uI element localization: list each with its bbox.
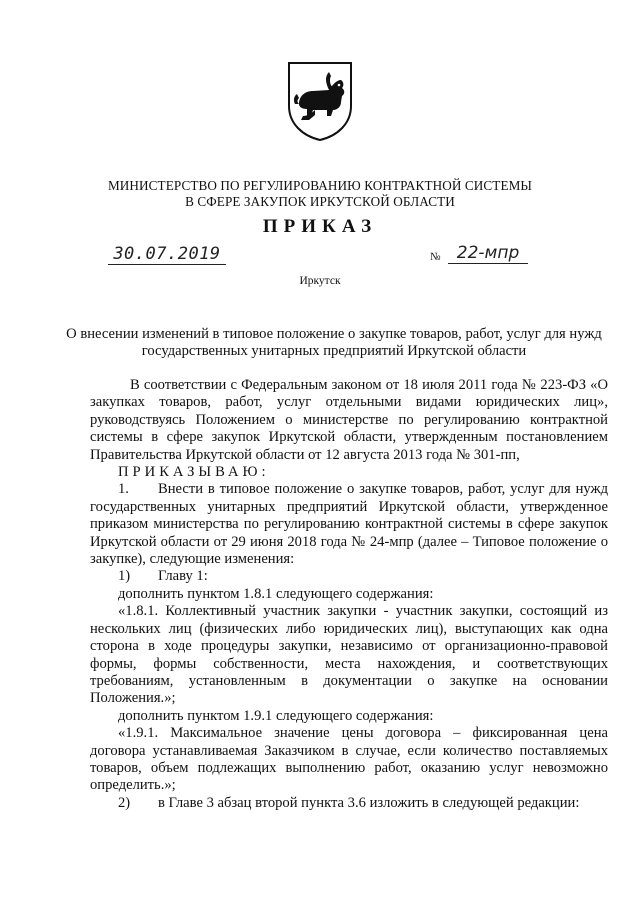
ministry-name-line-2: В СФЕРЕ ЗАКУПОК ИРКУТСКОЙ ОБЛАСТИ xyxy=(185,194,455,209)
paragraph-1-9-1: «1.9.1. Максимальное значение цены договора – фиксированная цена договора устанавливаемая Заказчиком в случае, если количество поставляемых товаров, объем подлежащих выполнению работ, оказанию услуг невозможно определить.»; xyxy=(90,725,608,794)
order-body xyxy=(90,377,608,812)
add-1-9-1: дополнить пунктом 1.9.1 следующего содержания: xyxy=(118,707,434,724)
city: Иркутск xyxy=(299,275,341,287)
order-number-label: № xyxy=(430,251,441,263)
order-date: 30.07.2019 xyxy=(108,245,226,265)
item-1-text: Внести в типовое положение о закупке товаров, работ, услуг для нужд государственных унитарных предприятий Иркутской области, утвержденное приказом министерства по регулированию контрактной системы в сфере закупок Иркутской области от 29 июня 2018 года № 24-мпр (далее – Типовое положение о закупке), следующие изменения: xyxy=(90,481,608,568)
order-title: ПРИКАЗ xyxy=(262,216,378,237)
order-number: 22-мпр xyxy=(448,244,528,264)
item-1 xyxy=(90,481,608,568)
add-1-8-1: дополнить пунктом 1.8.1 следующего содержания: xyxy=(118,585,434,602)
coat-of-arms-emblem xyxy=(285,60,355,142)
subitem-1-number: 1) xyxy=(118,568,131,585)
item-1-number: 1. xyxy=(118,481,129,498)
subitem-2-text: в Главе 3 абзац второй пункта 3.6 изложить в следующей редакции: xyxy=(158,794,580,811)
subitem-1 xyxy=(90,568,608,585)
subitem-2-number: 2) xyxy=(118,794,131,811)
decree-word: ПРИКАЗЫВАЮ: xyxy=(118,464,270,481)
subitem-2 xyxy=(90,795,608,812)
order-subject: О внесении изменений в типовое положение о закупке товаров, работ, услуг для нужд государственных унитарных предприятий Иркутской области xyxy=(66,326,602,359)
paragraph-1-8-1: «1.8.1. Коллективный участник закупки - участник закупки, состоящий из нескольких лиц (физических либо юридических лиц), выступающих как одна сторона в ходе процедуры закупки, независимо от организационно-правовой формы, формы собственности, места нахождения, и соответствующих требованиям, установленным в документации о закупке на основании Положения.»; xyxy=(90,603,608,707)
ministry-name-line-1: МИНИСТЕРСТВО ПО РЕГУЛИРОВАНИЮ КОНТРАКТНОЙ СИСТЕМЫ xyxy=(107,178,533,193)
intro-paragraph: В соответствии с Федеральным законом от 18 июля 2011 года № 223-ФЗ «О закупках товаров, работ, услуг отдельными видами юридических лиц», руководствуясь Положением о министерстве по регулированию контрактной системы в сфере закупок Иркутской области, утвержденным постановлением Правительства Иркутской области от 12 августа 2013 года № 301-пп, xyxy=(90,377,608,463)
subitem-1-text: Главу 1: xyxy=(158,568,208,585)
